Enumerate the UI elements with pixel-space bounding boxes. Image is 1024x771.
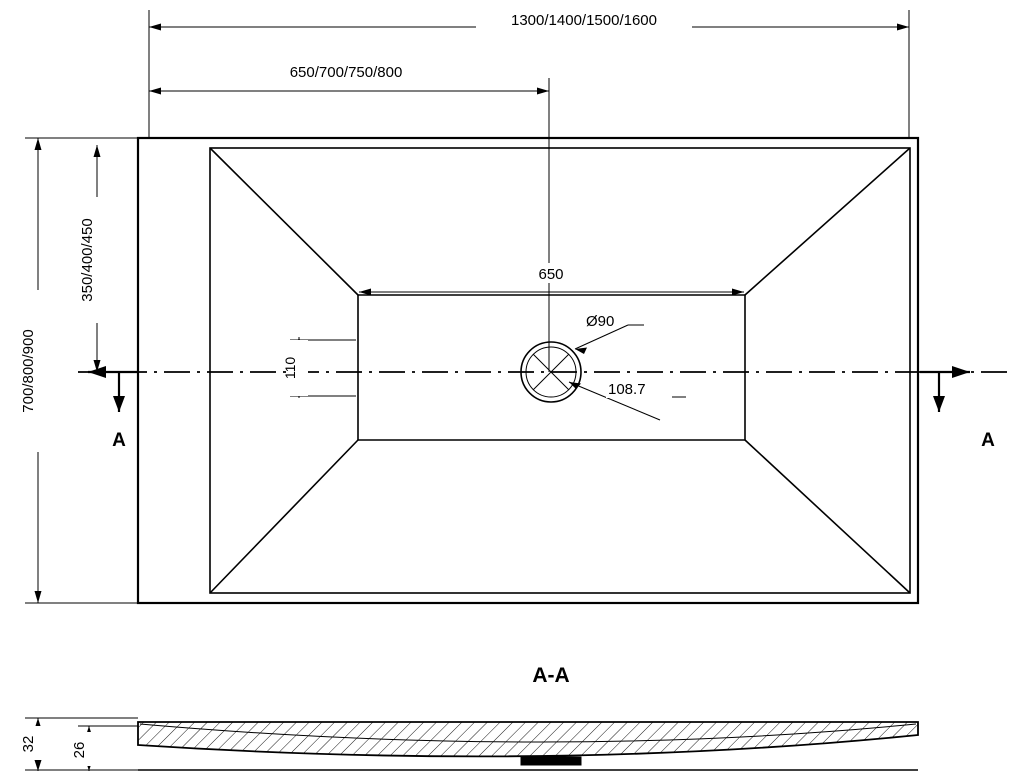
dim-26-label: 26 bbox=[71, 741, 88, 759]
section-title: A-A bbox=[532, 664, 570, 687]
dim-overall-depth-arrow-top bbox=[35, 138, 42, 150]
dim-32-label: 32 bbox=[20, 735, 37, 753]
label-drain-detail: 108.7 bbox=[608, 381, 646, 398]
slope-fold-top-right bbox=[745, 148, 910, 295]
section-arrow-label-left: A bbox=[112, 430, 126, 451]
section-cut-tick-right bbox=[952, 366, 970, 378]
dim-overall-width-arrow-left bbox=[149, 24, 161, 31]
dim-half-depth-arrow-top bbox=[94, 145, 101, 157]
slope-fold-bottom-right bbox=[745, 440, 910, 593]
section-arrow-label-right: A bbox=[981, 430, 995, 451]
dim-650-label: 650 bbox=[538, 266, 564, 283]
section-tray-body bbox=[138, 722, 918, 756]
dim-half-width-label: 650/700/750/800 bbox=[289, 64, 403, 81]
section-arrow-head-left bbox=[113, 396, 125, 412]
label-drain-diameter: Ø90 bbox=[586, 313, 615, 330]
dim-half-width-arrow-right bbox=[537, 88, 549, 95]
tray-outline bbox=[138, 138, 918, 603]
slope-fold-top-left bbox=[210, 148, 358, 295]
dim-110-label: 110 bbox=[282, 356, 298, 380]
section-arrow-head-right bbox=[933, 396, 945, 412]
dim-half-depth-label: 350/400/450 bbox=[79, 218, 96, 302]
dim-overall-width-arrow-right bbox=[897, 24, 909, 31]
dim-32-arrow-bottom bbox=[35, 760, 42, 771]
dim-half-width-arrow-left bbox=[149, 88, 161, 95]
slope-fold-bottom-left bbox=[210, 440, 358, 593]
dim-overall-depth-arrow-bottom bbox=[35, 591, 42, 603]
dim-overall-width-label: 1300/1400/1500/1600 bbox=[511, 12, 657, 29]
dim-overall-depth-label: 700/800/900 bbox=[20, 329, 37, 413]
section-drain-grate bbox=[521, 757, 581, 765]
basin-outline bbox=[210, 148, 910, 593]
